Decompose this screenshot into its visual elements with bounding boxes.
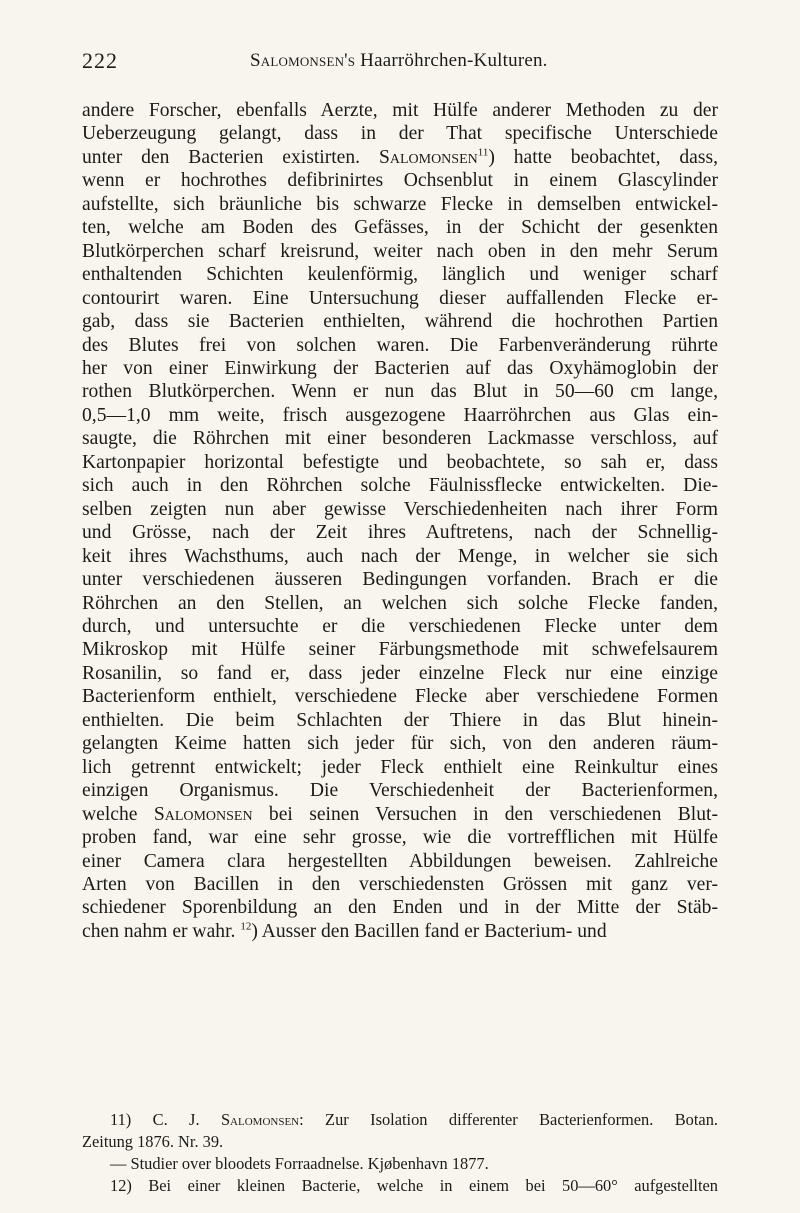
text-line: contourirt waren. Eine Untersuchung dieser auffallenden Flecke er- — [82, 287, 718, 309]
author-name: Salomonsen — [153, 803, 253, 825]
text-line: enthaltenden Schichten keulenförmig, länglich und weniger scharf — [82, 264, 718, 286]
page-header — [82, 48, 716, 78]
text-line: enthielten. Die beim Schlachten der Thiere in das Blut hinein- — [82, 709, 718, 731]
text-line: aufstellte, sich bräunliche bis schwarze Flecke in demselben entwickel- — [82, 193, 718, 215]
footnote-reference: 11 — [477, 146, 489, 159]
text-line — [82, 920, 718, 943]
text-line: Rosanilin, so fand er, dass jeder einzelne Fleck nur eine einzige — [82, 662, 718, 684]
text-line: proben fand, war eine sehr grosse, wie die vortrefflichen mit Hülfe — [82, 827, 718, 849]
text-segment: 11) C. J. — [110, 1110, 221, 1129]
text-line: unter verschiedenen äusseren Bedingungen vorfanden. Brach er die — [82, 569, 718, 591]
page-number: 222 — [82, 48, 118, 73]
text-line: selben zeigten nun aber gewisse Verschiedenheiten nach ihrer Form — [82, 498, 718, 520]
text-line: sich auch in den Röhrchen solche Fäulnissflecke entwickelten. Die- — [82, 475, 718, 497]
text-line: gab, dass sie Bacterien enthielten, während die hochrothen Partien — [82, 311, 718, 333]
running-title-author: Salomonsen's — [250, 50, 356, 71]
text-segment: ) hatte beobachtet, dass, — [488, 146, 718, 168]
text-line: rothen Blutkörperchen. Wenn er nun das Blut in 50—60 cm lange, — [82, 381, 718, 403]
text-line: keit ihres Wachsthums, auch nach der Menge, in welcher sie sich — [82, 545, 718, 567]
text-line: her von einer Einwirkung der Bacterien auf das Oxyhämoglobin der — [82, 357, 718, 379]
text-line: Röhrchen an den Stellen, an welchen sich solche Flecke fanden, — [82, 592, 718, 614]
text-line: andere Forscher, ebenfalls Aerzte, mit Hülfe anderer Methoden zu der — [82, 100, 718, 121]
footnotes — [82, 1109, 718, 1197]
text-segment: chen nahm er wahr. — [82, 920, 241, 942]
text-line: 0,5—1,0 mm weite, frisch ausgezogene Haarröhrchen aus Glas ein- — [82, 404, 718, 426]
author-name: Salomonsen — [378, 146, 478, 168]
text-line: wenn er hochrothes defibrinirtes Ochsenblut in einem Glascylinder — [82, 170, 718, 192]
text-line — [82, 146, 718, 169]
text-line: und Grösse, nach der Zeit ihres Auftretens, nach der Schnellig- — [82, 522, 718, 544]
text-line: Ueberzeugung gelangt, dass in der That specifische Unterschiede — [82, 123, 718, 145]
text-line: ten, welche am Boden des Gefässes, in der Schicht der gesenkten — [82, 217, 718, 239]
text-segment: : Zur Isolation differenter Bacterienformen. Botan. — [299, 1110, 718, 1129]
text-line: Arten von Bacillen in den verschiedensten Grössen mit ganz ver- — [82, 873, 718, 895]
footnote-12: 12) Bei einer kleinen Bacterie, welche in einem bei 50—60° aufgestellten — [110, 1176, 718, 1195]
text-line: schiedener Sporenbildung an den Enden und in der Mitte der Stäb- — [82, 897, 718, 919]
text-line: einzigen Organismus. Die Verschiedenheit der Bacterienformen, — [82, 780, 718, 802]
text-line: saugte, die Röhrchen mit einer besonderen Lackmasse verschloss, auf — [82, 428, 718, 450]
text-line: Mikroskop mit Hülfe seiner Färbungsmethode mit schwefelsaurem — [82, 639, 718, 661]
text-line: gelangten Keime hatten sich jeder für sich, von den anderen räum- — [82, 733, 718, 755]
text-line: durch, und untersuchte er die verschiedenen Flecke unter dem — [82, 615, 718, 637]
footnote-11 — [82, 1109, 718, 1131]
text-segment: welche — [82, 803, 154, 825]
body-text — [82, 99, 718, 943]
text-segment: ) Ausser den Bacillen fand er Bacterium- und — [251, 920, 607, 942]
text-line: Kartonpapier horizontal befestigte und beobachtete, so sah er, dass — [82, 451, 718, 473]
author-name: Salomonsen — [220, 1110, 300, 1129]
text-line: lich getrennt entwickelt; jeder Fleck enthielt eine Reinkultur eines — [82, 756, 718, 778]
text-segment: unter den Bacterien existirten. — [82, 146, 379, 168]
text-line: einer Camera clara hergestellten Abbildungen beweisen. Zahlreiche — [82, 850, 718, 872]
text-line — [82, 803, 718, 826]
footnote-reference: 12 — [240, 920, 252, 933]
running-title — [250, 50, 548, 72]
text-line: des Blutes frei von solchen waren. Die Farbenveränderung rührte — [82, 334, 718, 356]
running-title-text: Haarröhrchen-Kulturen. — [355, 50, 548, 71]
footnote-11-second-entry: — Studier over bloodets Forraadnelse. Kjøbenhavn 1877. — [110, 1154, 489, 1173]
text-line: Blutkörperchen scharf kreisrund, weiter nach oben in den mehr Serum — [82, 240, 718, 262]
text-segment: bei seinen Versuchen in den verschiedenen Blut- — [252, 803, 718, 825]
footnote-11-continued: Zeitung 1876. Nr. 39. — [82, 1132, 224, 1151]
text-line: Bacterienform enthielt, verschiedene Flecke aber verschiedene Formen — [82, 686, 718, 708]
